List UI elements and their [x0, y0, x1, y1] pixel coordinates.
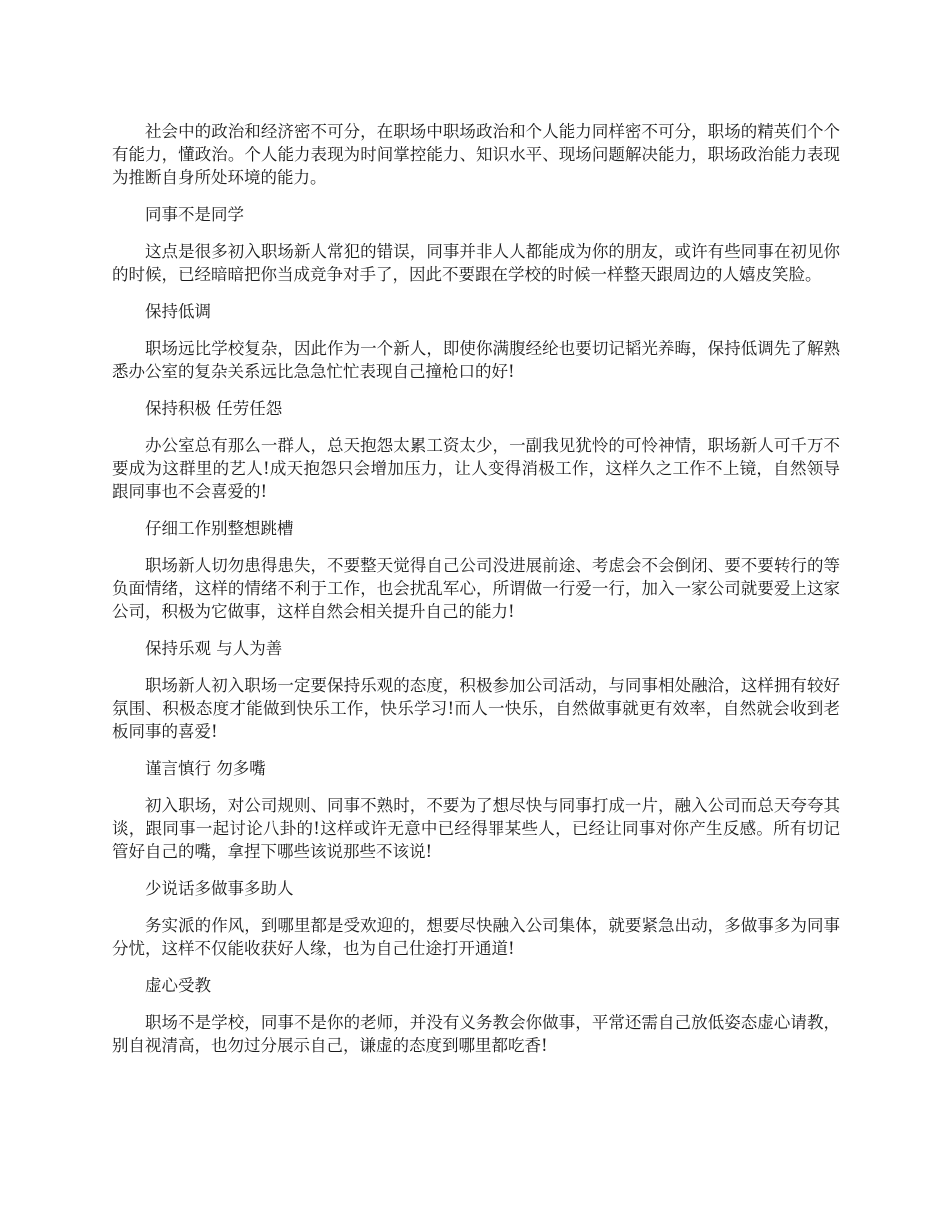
section-heading: 保持低调 — [145, 302, 211, 321]
section-body: 务实派的作风，到哪里都是受欢迎的，想要尽快融入公司集体，就要紧急出动，多做事多为同事分忧，这样不仅能收获好人缘，也为自己仕途打开通道! — [112, 916, 840, 958]
section-body: 这点是很多初入职场新人常犯的错误，同事并非人人都能成为你的朋友，或许有些同事在初见你的时候，已经暗暗把你当成竞争对手了，因此不要跟在学校的时候一样整天跟周边的人嬉皮笑脸。 — [112, 242, 840, 284]
section-heading: 谨言慎行 勿多嘴 — [145, 759, 266, 778]
section-body: 初入职场，对公司规则、同事不熟时，不要为了想尽快与同事打成一片，融入公司而总天夸夸其谈，跟同事一起讨论八卦的!这样或许无意中已经得罪某些人，已经让同事对你产生反感。所有切记管好自己的嘴，拿捏下哪些该说那些不该说! — [112, 796, 840, 861]
section-heading: 虚心受教 — [145, 976, 211, 995]
section-body: 职场不是学校，同事不是你的老师，并没有义务教会你做事，平常还需自己放低姿态虚心请教，别自视清高，也勿过分展示自己，谦虚的态度到哪里都吃香! — [112, 1013, 840, 1055]
section-body: 办公室总有那么一群人，总天抱怨太累工资太少，一副我见犹怜的可怜神情，职场新人可千万不要成为这群里的艺人!成天抱怨只会增加压力，让人变得消极工作，这样久之工作不上镜，自然领导跟同事也不会喜爱的! — [112, 436, 840, 501]
section-heading: 同事不是同学 — [145, 205, 244, 224]
intro-paragraph: 社会中的政治和经济密不可分，在职场中职场政治和个人能力同样密不可分，职场的精英们个个有能力，懂政治。个人能力表现为时间掌控能力、知识水平、现场问题解决能力，职场政治能力表现为推断自身所处环境的能力。 — [112, 122, 840, 187]
section-body: 职场新人切勿患得患失，不要整天觉得自己公司没进展前途、考虑会不会倒闭、要不要转行的等负面情绪，这样的情绪不利于工作，也会扰乱军心，所谓做一行爱一行，加入一家公司就要爱上这家公司，积极为它做事，这样自然会相关提升自己的能力! — [112, 556, 840, 621]
section-body: 职场新人初入职场一定要保持乐观的态度，积极参加公司活动，与同事相处融洽，这样拥有较好氛围、积极态度才能做到快乐工作，快乐学习!而人一快乐，自然做事就更有效率，自然就会收到老板同事的喜爱! — [112, 676, 840, 741]
section-heading: 保持积极 任劳任怨 — [145, 399, 283, 418]
section-heading: 仔细工作别整想跳槽 — [145, 519, 294, 538]
document-page — [112, 120, 840, 1057]
section-body: 职场远比学校复杂，因此作为一个新人，即使你满腹经纶也要切记韬光养晦，保持低调先了解熟悉办公室的复杂关系远比急急忙忙表现自己撞枪口的好! — [112, 339, 840, 381]
section-heading: 少说话多做事多助人 — [145, 879, 294, 898]
section-heading: 保持乐观 与人为善 — [145, 639, 283, 658]
